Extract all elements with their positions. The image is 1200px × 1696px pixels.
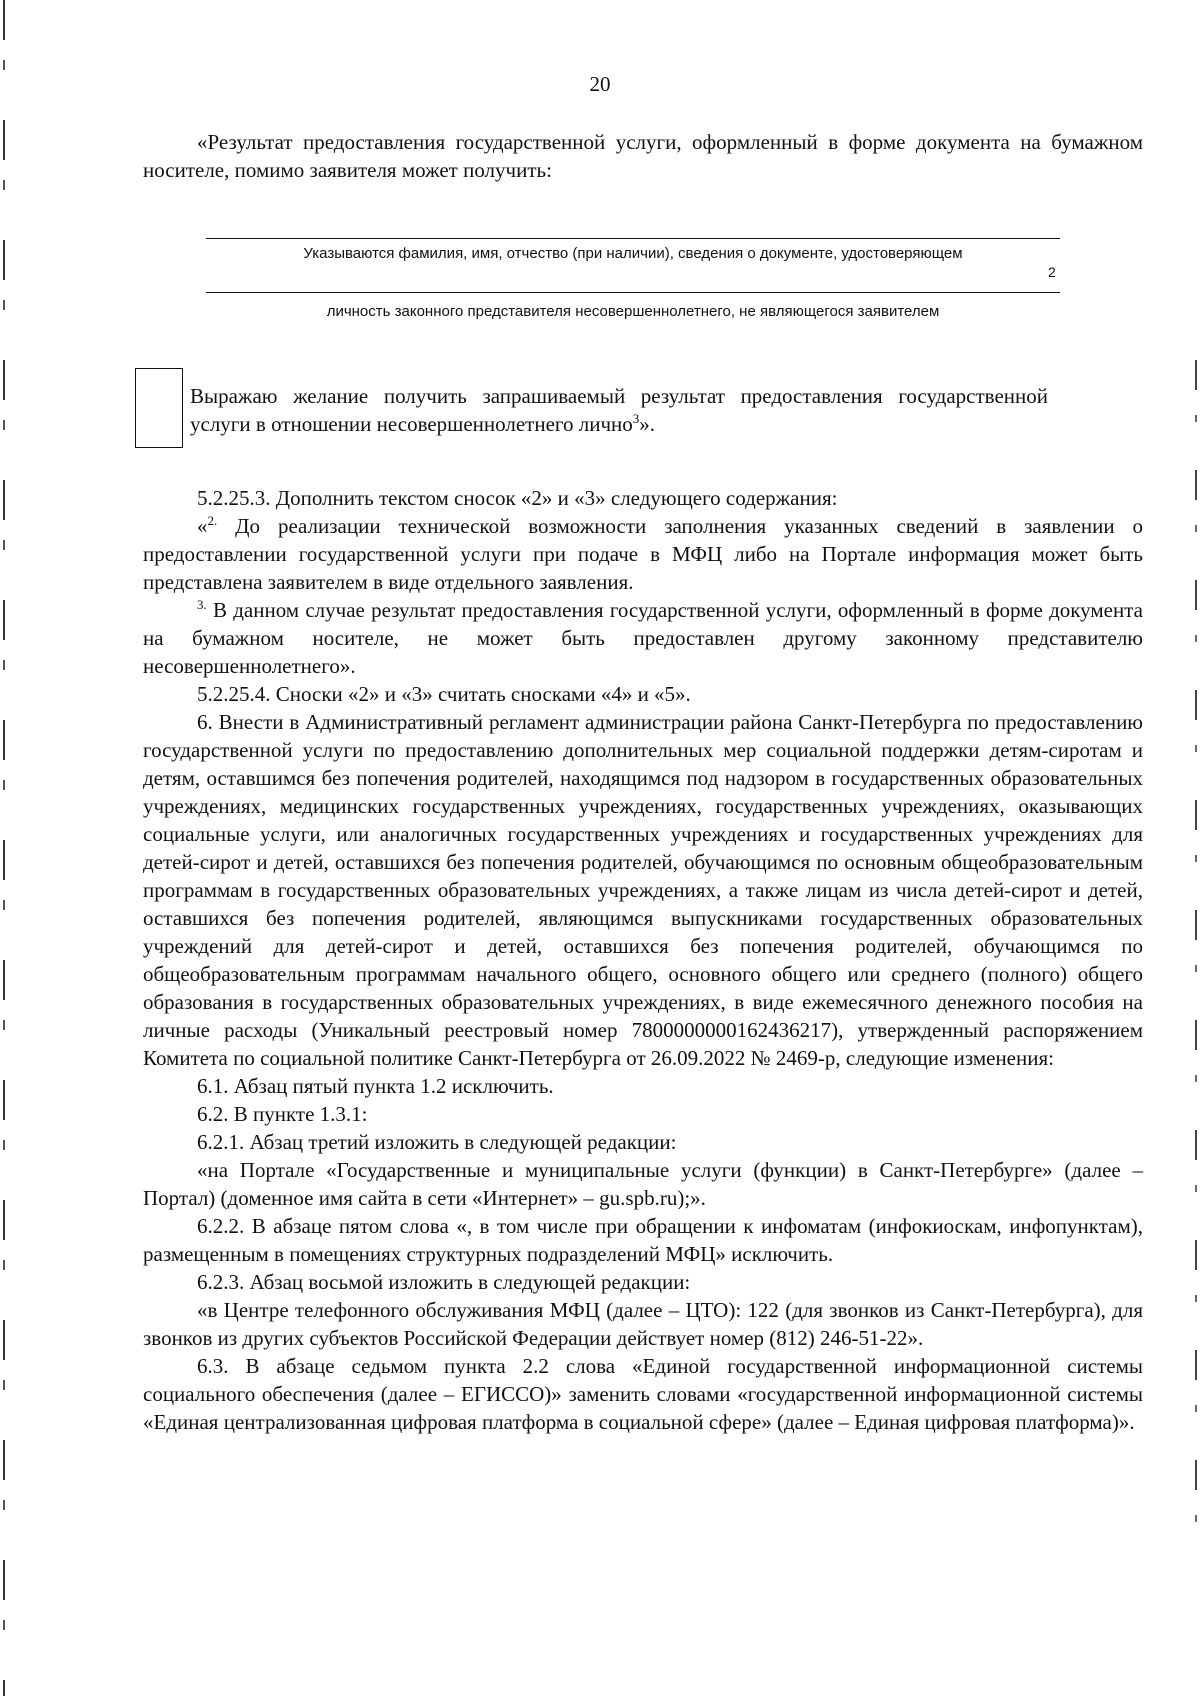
paragraph-5-2-25-4: 5.2.25.4. Сноски «2» и «3» считать сносками «4» и «5». — [197, 682, 691, 706]
checkbox-statement-footnote: 3 — [632, 411, 640, 426]
paragraph-6-2-1-quote: «на Портале «Государственные и муниципальные услуги (функции) в Санкт-Петербурге» (далее – Портал) (доменное имя сайта в сети «Интернет» – gu.spb.ru);». — [143, 1158, 1143, 1210]
footnote-2-text — [143, 512, 1143, 596]
personal-receipt-checkbox[interactable] — [135, 368, 183, 448]
form-caption-line2: личность законного представителя несовершеннолетнего, не являющегося заявителем — [326, 303, 940, 320]
paragraph-6-2-3-quote: «в Центре телефонного обслуживания МФЦ (далее – ЦТО): 122 (для звонков из Санкт-Петербурга), для звонков из других субъектов Российской Федерации действует номер (812) 246-51-22». — [143, 1298, 1143, 1350]
intro-paragraph: «Результат предоставления государственной услуги, оформленный в форме документа на бумажном носителе, помимо заявителя может получить: — [143, 130, 1143, 182]
scan-edge-left — [3, 0, 5, 1696]
form-caption-line1: Указываются фамилия, имя, отчество (при наличии), сведения о документе, удостоверяющем — [303, 245, 963, 262]
footnote-2-marker: 2. — [207, 513, 218, 528]
checkbox-statement-text: Выражаю желание получить запрашиваемый результат предоставления государственной услуги в отношении несовершеннолетнего лично — [190, 384, 1048, 436]
checkbox-statement-tail: ». — [639, 412, 656, 436]
paragraph-6-2-1: 6.2.1. Абзац третий изложить в следующей редакции: — [197, 1130, 677, 1154]
footnote-3-text — [143, 596, 1143, 680]
page-number: 20 — [589, 72, 611, 96]
footnote-3-marker: 3. — [197, 597, 207, 612]
paragraph-6-3: 6.3. В абзаце седьмом пункта 2.2 слова «Единой государственной информационной системы социального обеспечения (далее – ЕГИССО)» заменить словами «государственной информационной системы «Единая централизованная цифровая платформа в социальной сфере» (далее – Единая цифровая платформа)». — [143, 1354, 1143, 1434]
paragraph-6-2-3: 6.2.3. Абзац восьмой изложить в следующей редакции: — [197, 1270, 691, 1294]
paragraph-6-1: 6.1. Абзац пятый пункта 1.2 исключить. — [197, 1074, 554, 1098]
scan-edge-right — [1195, 360, 1197, 1560]
paragraph-6: 6. Внести в Административный регламент администрации района Санкт-Петербурга по предоставлению государственной услуги по предоставлению дополнительных мер социальной поддержки детям-сиротам и детям, оставшимся без попечения родителей, находящимся под надзором в государственных образовательных учреждениях, медицинских государственных учреждениях, государственных учреждениях, оказывающих социальные услуги, или аналогичных государственных учреждениях и государственных учреждениях для детей-сирот и детей, оставшихся без попечения родителей, обучающимся по основным общеобразовательным программам в государственных образовательных учреждениях, а также лицам из числа детей-сирот и детей, оставшихся без попечения родителей, являющимся выпускниками государственных образовательных учреждений для детей-сирот и детей, оставшихся без попечения родителей, обучающимся по общеобразовательным программам начального общего, основного общего или среднего (полного) общего образования в государственных образовательных учреждениях, в виде ежемесячного денежного пособия на личные расходы (Уникальный реестровый номер 7800000000162436217), утвержденный распоряжением Комитета по социальной политике Санкт-Петербурга от 26.09.2022 № 2469-р, следующие изменения: — [143, 710, 1143, 1070]
intro-block — [143, 128, 1143, 184]
paragraph-6-2-2: 6.2.2. В абзаце пятом слова «, в том числе при обращении к инфоматам (инфокиоскам, инфопунктам), размещенным в помещениях структурных подразделений МФЦ» исключить. — [143, 1214, 1143, 1266]
applicant-representative-form — [206, 238, 1060, 320]
paragraph-6-2: 6.2. В пункте 1.3.1: — [197, 1102, 368, 1126]
paragraph-5-2-25-3: 5.2.25.3. Дополнить текстом сносок «2» и «3» следующего содержания: — [197, 486, 838, 510]
footnote-2-body: До реализации технической возможности заполнения указанных сведений в заявлении о предоставлении государственной услуги при подаче в МФЦ либо на Портале информация может быть представлена заявителем в виде отдельного заявления. — [143, 514, 1143, 594]
representative-name-line[interactable] — [206, 238, 1060, 239]
checkbox-statement — [190, 382, 1048, 438]
form-footnote-marker: 2 — [1048, 264, 1056, 280]
amendments-body — [143, 484, 1143, 1436]
footnote-2-prefix: « — [197, 514, 208, 538]
representative-document-line[interactable] — [206, 292, 1060, 293]
footnote-3-body: В данном случае результат предоставления государственной услуги, оформленный в форме документа на бумажном носителе, не может быть предоставлен другому законному представителю несовершеннолетнего». — [143, 598, 1143, 678]
